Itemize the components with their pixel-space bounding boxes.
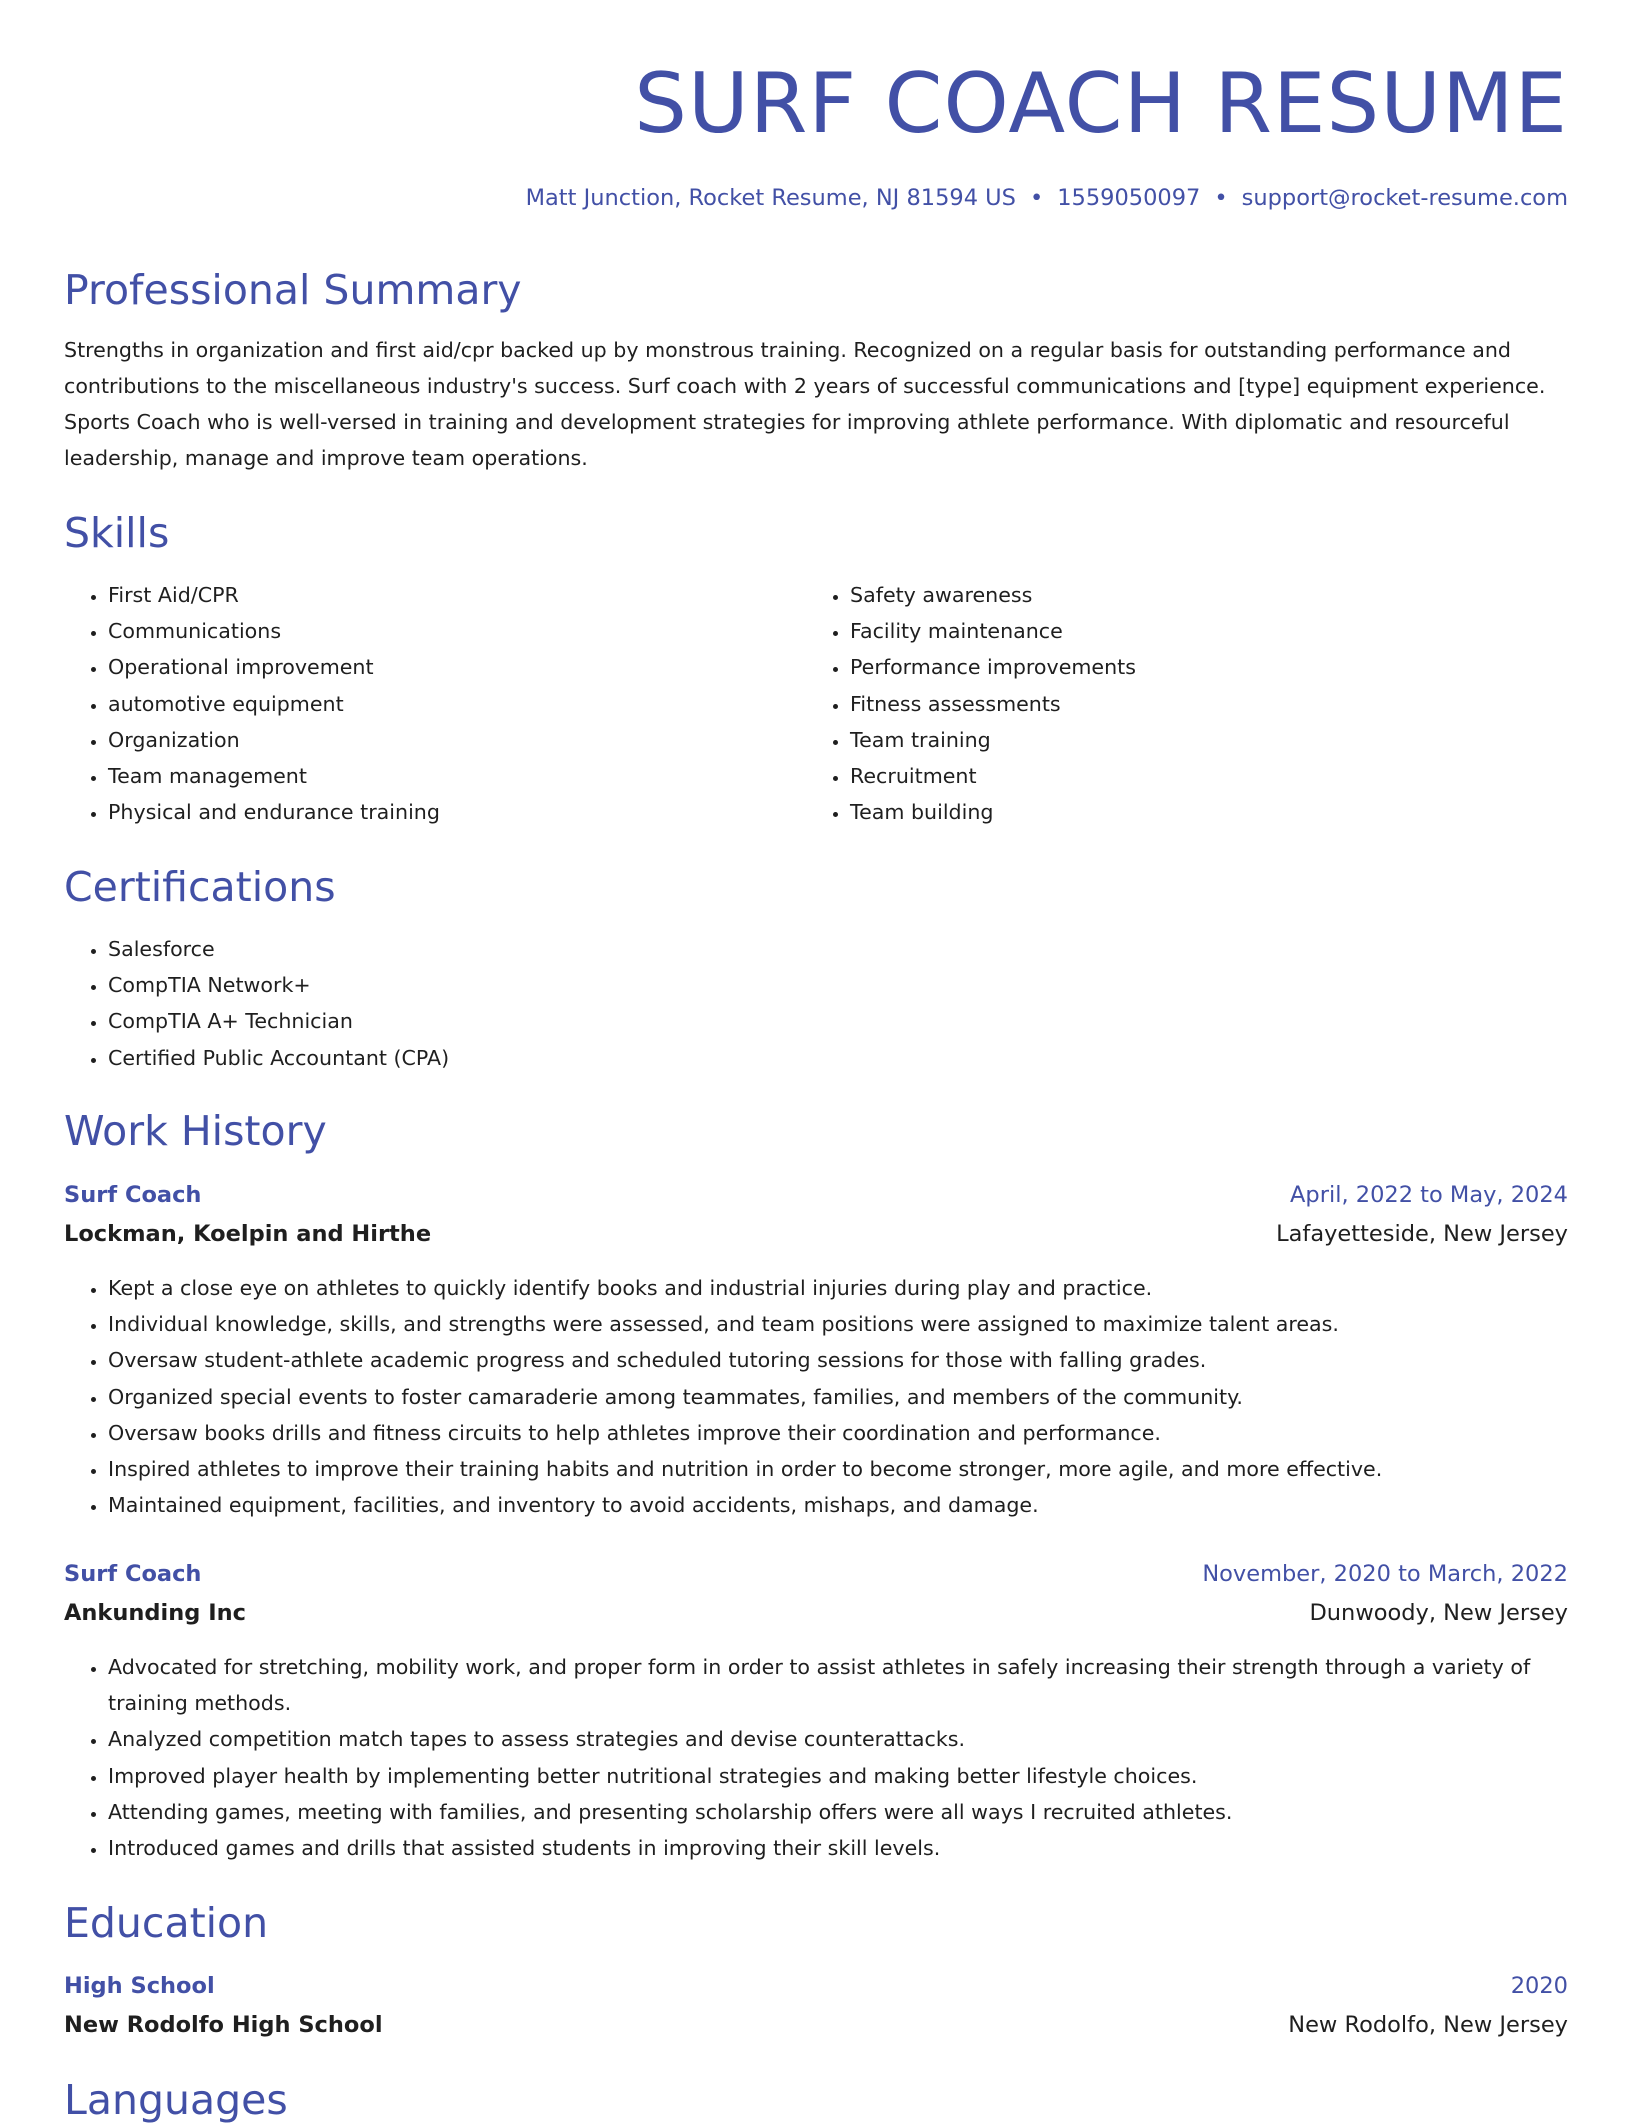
job-bullet: • Oversaw student-athlete academic progress and scheduled tutoring sessions for those with falling grades. [108, 1342, 1568, 1378]
job-company-row [64, 1214, 1568, 1254]
job-title: Surf Coach [64, 1182, 202, 1208]
skill-item: • Communications [108, 613, 808, 649]
skill-item: • Recruitment [850, 758, 1550, 794]
contact-separator: • [1029, 185, 1044, 211]
job-bullet: • Individual knowledge, skills, and strengths were assessed, and team positions were assigned to maximize talent areas. [108, 1306, 1568, 1342]
certification-item: • Certified Public Accountant (CPA) [108, 1040, 1568, 1076]
job-bullet: • Kept a close eye on athletes to quickly identify books and industrial injuries during play and practice. [108, 1270, 1568, 1306]
skill-item: • Fitness assessments [850, 686, 1550, 722]
skill-item: • Team training [850, 722, 1550, 758]
skill-item: • First Aid/CPR [108, 577, 808, 613]
job-header-row [64, 1554, 1568, 1594]
skill-item: • Team building [850, 794, 1550, 830]
contact-separator: • [1214, 185, 1228, 211]
skill-item: • Performance improvements [850, 649, 1550, 685]
job-bullet: • Inspired athletes to improve their training habits and nutrition in order to become stronger, more agile, and more effective. [108, 1451, 1568, 1487]
skill-item: • Operational improvement [108, 649, 808, 685]
job-bullet: • Attending games, meeting with families, and presenting scholarship offers were all ways I recruited athletes. [108, 1794, 1568, 1830]
job-bullet: • Advocated for stretching, mobility work, and proper form in order to assist athletes in safely increasing their strength through a variety of training methods. [108, 1649, 1568, 1721]
job-bullet: • Analyzed competition match tapes to assess strategies and devise counterattacks. [108, 1721, 1568, 1757]
skill-item: • automotive equipment [108, 686, 808, 722]
certifications-list [64, 931, 1568, 1076]
job-location: Lafayetteside, New Jersey [1276, 1221, 1568, 1247]
job-bullet: • Improved player health by implementing better nutritional strategies and making better lifestyle choices. [108, 1758, 1568, 1794]
job-location: Dunwoody, New Jersey [1309, 1600, 1568, 1626]
certification-item: • CompTIA Network+ [108, 967, 1568, 1003]
summary-text: Strengths in organization and first aid/cpr backed up by monstrous training. Recognized on a regular basis for outstanding performance and contributions to the miscellaneous industry's success. Surf coach with 2 years of successful communications and [type] equipment experience. Sports Coach who is well-versed in training and development strategies for improving athlete performance. With diplomatic and resourceful leadership, manage and improve team operations. [64, 338, 1546, 470]
job-company: Lockman, Koelpin and Hirthe [64, 1221, 432, 1247]
job-bullet: • Oversaw books drills and fitness circuits to help athletes improve their coordination and performance. [108, 1415, 1568, 1451]
education-school: New Rodolfo High School [64, 2012, 383, 2038]
contact-phone: 1559050097 [1057, 185, 1201, 211]
job-bullet: • Introduced games and drills that assisted students in improving their skill levels. [108, 1830, 1568, 1866]
job-company: Ankunding Inc [64, 1600, 246, 1626]
job-title: Surf Coach [64, 1561, 202, 1587]
education-heading: Education [64, 1899, 269, 1947]
skill-item: • Safety awareness [850, 577, 1550, 613]
skills-list-left [64, 577, 808, 830]
work-history-heading: Work History [64, 1107, 327, 1155]
job-header-row [64, 1175, 1568, 1215]
education-degree: High School [64, 1973, 215, 1999]
skills-heading: Skills [64, 509, 170, 557]
certification-item: • Salesforce [108, 931, 1568, 967]
summary-heading: Professional Summary [64, 266, 522, 314]
job-bullets [64, 1649, 1568, 1866]
certification-item: • CompTIA A+ Technician [108, 1003, 1568, 1039]
job-dates: April, 2022 to May, 2024 [1290, 1182, 1568, 1208]
job-bullet: • Organized special events to foster camaraderie among teammates, families, and members of the community. [108, 1379, 1568, 1415]
job-bullets [64, 1270, 1568, 1523]
certifications-heading: Certifications [64, 863, 336, 911]
skill-item: • Team management [108, 758, 808, 794]
resume-title: SURF COACH RESUME [634, 55, 1568, 152]
education-header-row [64, 1966, 1568, 2006]
skill-item: • Physical and endurance training [108, 794, 808, 830]
education-location: New Rodolfo, New Jersey [1288, 2012, 1568, 2038]
job-company-row [64, 1593, 1568, 1633]
job-dates: November, 2020 to March, 2022 [1202, 1561, 1568, 1587]
contact-email[interactable]: support@rocket-resume.com [1241, 185, 1568, 211]
contact-address: Matt Junction, Rocket Resume, NJ 81594 US [525, 185, 1016, 211]
contact-line [526, 180, 1568, 216]
education-school-row [64, 2005, 1568, 2045]
skill-item: • Organization [108, 722, 808, 758]
languages-heading: Languages [64, 2076, 288, 2124]
education-year: 2020 [1510, 1973, 1568, 1999]
skills-list-right [806, 577, 1550, 830]
job-bullet: • Maintained equipment, facilities, and inventory to avoid accidents, mishaps, and damage. [108, 1487, 1568, 1523]
skill-item: • Facility maintenance [850, 613, 1550, 649]
